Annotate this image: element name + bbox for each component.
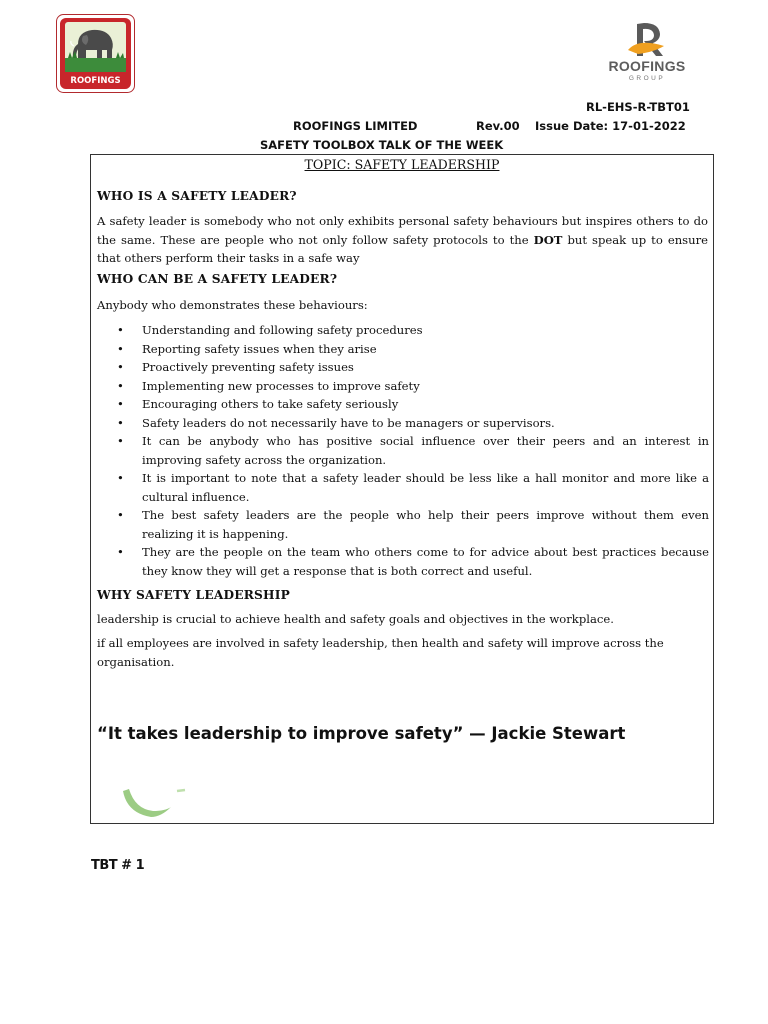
- list-item: • Encouraging others to take safety seriously: [117, 397, 399, 411]
- list-item: • They are the people on the team who others come to for advice about best practices because they know they will get a response that is both correct and useful.: [117, 545, 709, 578]
- list-item: • Implementing new processes to improve safety: [117, 378, 420, 393]
- company-name: ROOFINGS LIMITED: [293, 119, 418, 133]
- list-item: • It is important to note that a safety leader should be less like a hall monitor and more like a cultural influence.: [117, 471, 709, 504]
- swoosh-icon: [121, 783, 191, 823]
- behaviour-list: [110, 321, 709, 580]
- tbt-number: TBT # 1: [91, 858, 145, 873]
- document-subtitle: SAFETY TOOLBOX TALK OF THE WEEK: [260, 138, 504, 152]
- section-text-why-1: leadership is crucial to achieve health and safety goals and objectives in the workplace.: [97, 612, 614, 626]
- section-text-who-is: A safety leader is somebody who not only exhibits personal safety behaviours but inspires others to do the same. These are people who not only follow safety protocols to the DOT but speak up to ensure that others perform their tasks in a safe way: [97, 214, 708, 265]
- roofings-elephant-logo: [56, 14, 135, 93]
- list-item: • Safety leaders do not necessarily have to be managers or supervisors.: [117, 415, 555, 430]
- section-heading-who-can: WHO CAN BE A SAFETY LEADER?: [97, 272, 338, 286]
- section-text-why-2: if all employees are involved in safety leadership, then health and safety will improve across the organisation.: [97, 636, 664, 669]
- section-heading-who-is: WHO IS A SAFETY LEADER?: [97, 189, 297, 203]
- leadership-quote: “It takes leadership to improve safety” — Jackie Stewart: [97, 724, 626, 743]
- document-code: RL-EHS-R-TBT01: [586, 100, 690, 114]
- swoosh-decoration: [121, 783, 191, 823]
- section-intro-who-can: Anybody who demonstrates these behaviours:: [97, 298, 368, 312]
- revision: Rev.00: [476, 119, 520, 133]
- elephant-icon: [56, 14, 135, 93]
- svg-text:ROOFINGS: ROOFINGS: [70, 76, 121, 86]
- logo-company-name: ROOFINGS: [608, 58, 686, 74]
- emphasis-dot: DOT: [533, 232, 563, 247]
- list-item: • Proactively preventing safety issues: [117, 360, 354, 374]
- issue-date: Issue Date: 17-01-2022: [535, 119, 686, 133]
- content-box: [90, 154, 714, 824]
- r-swoosh-icon: [604, 20, 690, 60]
- roofings-group-logo: [604, 20, 690, 92]
- list-item: • It can be anybody who has positive social influence over their peers and an interest in improving safety across the organization.: [117, 434, 709, 467]
- list-item: • Reporting safety issues when they arise: [117, 341, 377, 356]
- section-heading-why: WHY SAFETY LEADERSHIP: [97, 588, 291, 602]
- list-item: • Understanding and following safety procedures: [117, 323, 423, 337]
- topic-title: TOPIC: SAFETY LEADERSHIP: [304, 157, 500, 172]
- list-item: • The best safety leaders are the people who help their peers improve without them even realizing it is happening.: [117, 508, 709, 541]
- logo-group-label: GROUP: [628, 75, 666, 82]
